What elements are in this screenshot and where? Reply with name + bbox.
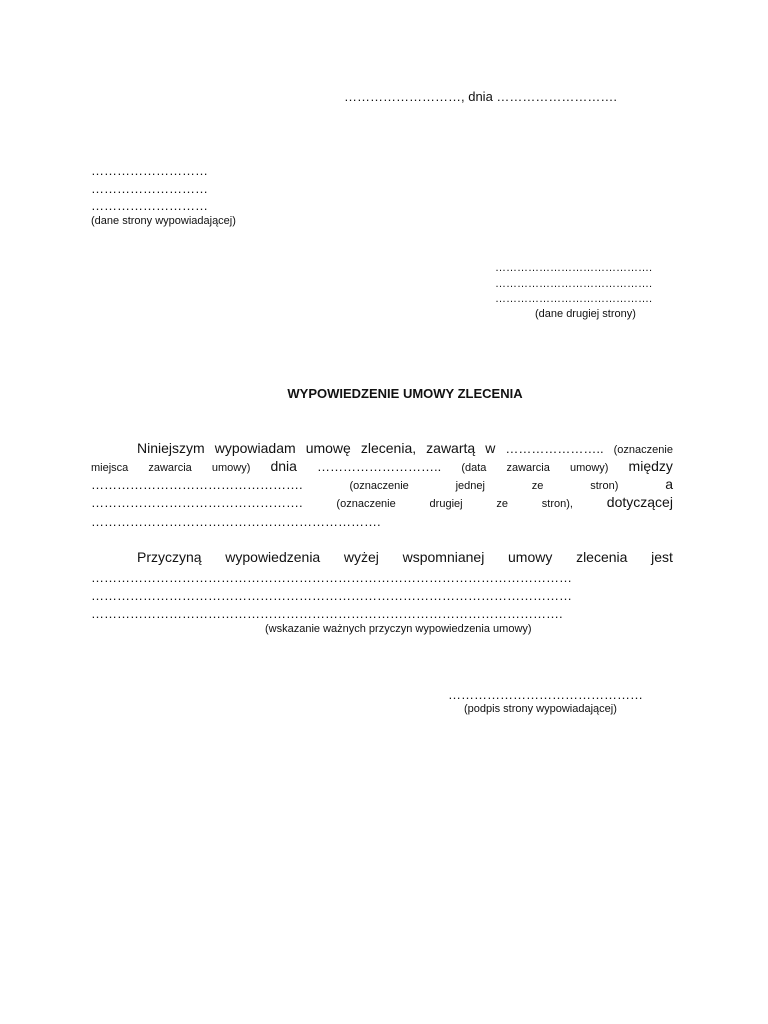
recipient-caption: (dane drugiej strony) xyxy=(535,308,636,320)
sender-caption: (dane strony wypowiadającej) xyxy=(91,215,236,227)
paragraph1-line5: …………………………………………………………. xyxy=(91,514,381,529)
hint-text: umowy) xyxy=(211,462,251,474)
signature-line: ……………………………………… xyxy=(448,687,643,702)
signature-caption: (podpis strony wypowiadającej) xyxy=(464,703,617,715)
hint-text: (oznaczenie xyxy=(349,480,409,492)
paragraph1-line3 xyxy=(91,476,673,492)
word: zlecenia xyxy=(576,549,628,565)
hint-text: (oznaczenie xyxy=(336,498,396,510)
paragraph1-line2 xyxy=(91,458,673,474)
paragraph2-line2: ………………………………………………………………………………………………… xyxy=(91,570,572,585)
word: zlecenia, xyxy=(360,440,417,456)
fill-dots: …………………………………………. xyxy=(91,495,303,510)
word: dotyczącej xyxy=(606,494,673,510)
recipient-line-2: ……………………………………. xyxy=(495,278,653,290)
place-date-line: ………………………, dnia ………………………. xyxy=(344,89,618,104)
paragraph2-line1 xyxy=(137,549,673,565)
recipient-line-1: ……………………………………. xyxy=(495,262,653,274)
hint-text: stron), xyxy=(541,498,573,510)
word: wypowiedzenia xyxy=(225,549,321,565)
fill-dots: ………………….. xyxy=(505,441,604,456)
hint-text: (oznaczenie xyxy=(613,444,673,456)
hint-text: ze xyxy=(531,480,544,492)
hint-text: ze xyxy=(496,498,508,510)
hint-text: miejsca xyxy=(91,462,129,474)
paragraph2-line3: ………………………………………………………………………………………………… xyxy=(91,588,572,603)
word: wypowiadam xyxy=(214,440,296,456)
word: zawartą xyxy=(426,440,476,456)
paragraph2-line4: ………………………………………………………………………………………………. xyxy=(91,606,563,621)
word: a xyxy=(665,476,673,492)
hint-text: stron) xyxy=(590,480,619,492)
sender-line-1: ……………………… xyxy=(91,163,208,178)
hint-text: (data xyxy=(461,462,487,474)
fill-dots: …………………………………………. xyxy=(91,477,303,492)
document-title: WYPOWIEDZENIE UMOWY ZLECENIA xyxy=(287,386,523,401)
sender-line-3: ……………………… xyxy=(91,198,208,213)
word: umowy xyxy=(508,549,553,565)
paragraph1-line4 xyxy=(91,494,673,510)
word: dnia xyxy=(270,458,297,474)
reason-caption: (wskazanie ważnych przyczyn wypowiedzenia umowy) xyxy=(265,623,532,635)
word: wspomnianej xyxy=(402,549,485,565)
word: w xyxy=(485,440,496,456)
paragraph1-line1 xyxy=(137,440,673,456)
fill-dots: ……………………….. xyxy=(317,459,442,474)
hint-text: zawarcia xyxy=(506,462,550,474)
sender-line-2: ……………………… xyxy=(91,181,208,196)
word: między xyxy=(628,458,673,474)
word: umowę xyxy=(305,440,351,456)
word: jest xyxy=(651,549,673,565)
hint-text: drugiej xyxy=(429,498,463,510)
word: Przyczyną xyxy=(137,549,202,565)
hint-text: umowy) xyxy=(569,462,609,474)
recipient-line-3: ……………………………………. xyxy=(495,293,653,305)
hint-text: zawarcia xyxy=(148,462,192,474)
hint-text: jednej xyxy=(455,480,485,492)
word: wyżej xyxy=(343,549,379,565)
word: Niniejszym xyxy=(137,440,205,456)
